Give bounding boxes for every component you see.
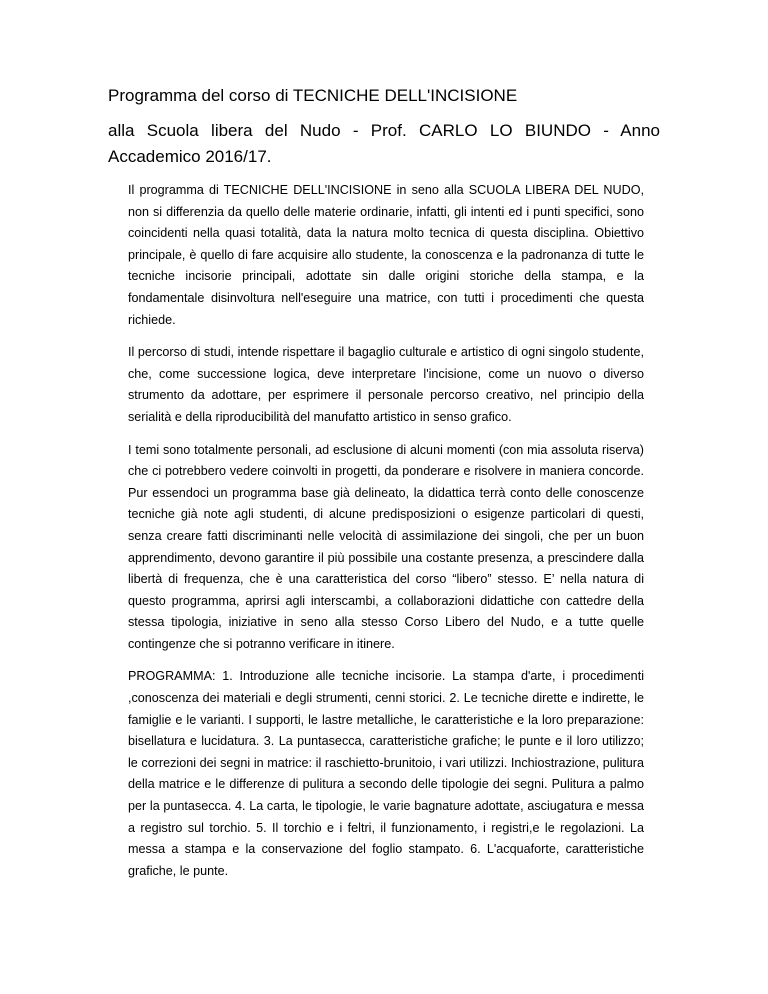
document-body (128, 180, 644, 893)
document-subtitle: alla Scuola libera del Nudo - Prof. CARLO LO BIUNDO - Anno Accademico 2016/17. (108, 121, 660, 166)
paragraph-percorso: Il percorso di studi, intende rispettare il bagaglio culturale e artistico di ogni singolo studente, che, come successione logica, deve interpretare l'incisione, come un nuovo o diverso strumento da adottare, per esprimere il personale percorso creativo, nel principio della serialità e della riproducibilità del manufatto artistico in senso grafico. (128, 345, 644, 424)
paragraph-temi: I temi sono totalmente personali, ad esclusione di alcuni momenti (con mia assoluta riserva) che ci potrebbero vedere coinvolti in progetti, da ponderare e risolvere in maniera concorde. Pur essendoci un programma base già delineato, la didattica terrà conto delle conoscenze tecniche già note agli studenti, di alcune predisposizioni o esigenze particolari di questi, senza creare fatti discriminanti nelle velocità di assimilazione dei singoli, che per un buon apprendimento, devono garantire il più possibile una costante presenza, a prescindere dalla libertà di frequenza, che è una caratteristica del corso “libero” stesso. E’ nella natura di questo programma, aprirsi agli interscambi, a collaborazioni didattiche con cattedre della stessa tipologia, iniziative in seno alla stesso Corso Libero del Nudo, e a tutte quelle contingenze che si potranno verificare in itinere. (128, 442, 644, 651)
paragraph-programma: PROGRAMMA: 1. Introduzione alle tecniche incisorie. La stampa d'arte, i procedimenti ,conoscenza dei materiali e degli strumenti, cenni storici. 2. Le tecniche dirette e indirette, le famiglie e le varianti. I supporti, le lastre metalliche, le caratteristiche e la loro preparazione: bisellatura e lucidatura. 3. La puntasecca, caratteristiche grafiche; le punte e il loro utilizzo; le correzioni dei segni in matrice: il raschietto-brunitoio, i vari utilizzi. Inchiostrazione, pulitura della matrice e le differenze di pulitura a secondo delle tipologie dei segni. Pulitura a palmo per la puntasecca. 4. La carta, le tipologie, le varie bagnature adottate, asciugatura e messa a registro sul torchio. 5. Il torchio e i feltri, il funzionamento, i registri,e le regolazioni. La messa a stampa e la conservazione del foglio stampato. 6. L'acquaforte, caratteristiche grafiche, le punte. (128, 669, 644, 878)
paragraph-intro: Il programma di TECNICHE DELL'INCISIONE in seno alla SCUOLA LIBERA DEL NUDO, non si differenzia da quello delle materie ordinarie, infatti, gli intenti ed i punti specifici, sono coincidenti nella quasi totalità, data la natura molto tecnica di questa disciplina. Obiettivo principale, è quello di fare acquisire allo studente, la conoscenza e la padronanza di tutte le tecniche incisorie principali, adottate sin dalle origini storiche della stampa, e la fondamentale disinvoltura nell'eseguire una matrice, con tutti i procedimenti che questa richiede. (128, 183, 644, 327)
document-title: Programma del corso di TECNICHE DELL'INCISIONE (108, 86, 518, 105)
